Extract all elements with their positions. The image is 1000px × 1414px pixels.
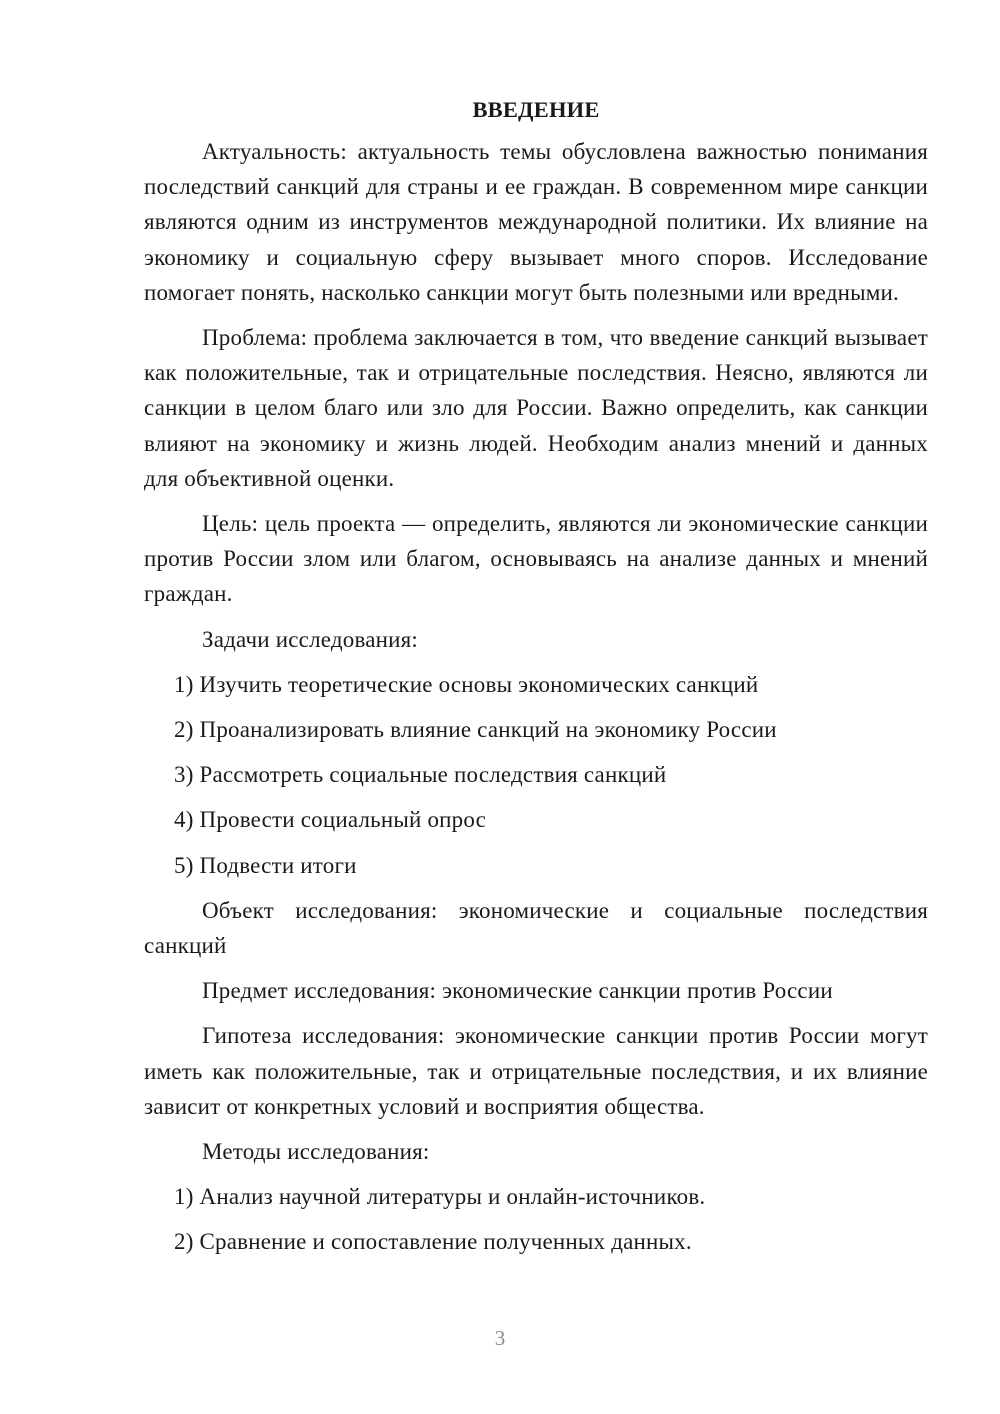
page-content xyxy=(144,94,928,1270)
page-heading: ВВЕДЕНИЕ xyxy=(472,97,600,122)
methods-label: Методы исследования: xyxy=(202,1139,430,1165)
subject-paragraph: Предмет исследования: экономические санкции против России xyxy=(202,978,833,1004)
tasks-list xyxy=(144,667,928,883)
goal-paragraph: Цель: цель проекта — определить, являются ли экономические санкции против России злом или благом, основываясь на анализе данных и мнений граждан. xyxy=(144,511,928,607)
task-item: 4) Провести социальный опрос xyxy=(174,807,487,833)
task-item: 1) Изучить теоретические основы экономических санкций xyxy=(174,671,759,697)
problem-paragraph: Проблема: проблема заключается в том, что введение санкций вызывает как положительные, так и отрицательные последствия. Неясно, являются ли санкции в целом благо или зло для России. Важно определить, как санкции влияют на экономику и жизнь людей. Необходим анализ мнений и данных для объективной оценки. xyxy=(144,325,928,491)
task-item: 2) Проанализировать влияние санкций на экономику России xyxy=(174,717,777,743)
page-number: 3 xyxy=(494,1326,506,1350)
method-item: 1) Анализ научной литературы и онлайн-источников. xyxy=(174,1184,706,1210)
hypothesis-paragraph: Гипотеза исследования: экономические санкции против России могут иметь как положительные, так и отрицательные последствия, и их влияние зависит от конкретных условий и восприятия общества. xyxy=(144,1023,928,1119)
task-item: 5) Подвести итоги xyxy=(174,852,357,878)
object-paragraph: Объект исследования: экономические и социальные последствия санкций xyxy=(144,897,928,959)
method-item: 2) Сравнение и сопоставление полученных данных. xyxy=(174,1229,692,1255)
tasks-label: Задачи исследования: xyxy=(202,626,419,652)
task-item: 3) Рассмотреть социальные последствия санкций xyxy=(174,762,667,788)
relevance-paragraph: Актуальность: актуальность темы обусловлена важностью понимания последствий санкций для страны и ее граждан. В современном мире санкции являются одним из инструментов международной политики. Их влияние на экономику и социальную сферу вызывает много споров. Исследование помогает понять, насколько санкции могут быть полезными или вредными. xyxy=(144,139,928,305)
methods-list xyxy=(144,1179,928,1259)
